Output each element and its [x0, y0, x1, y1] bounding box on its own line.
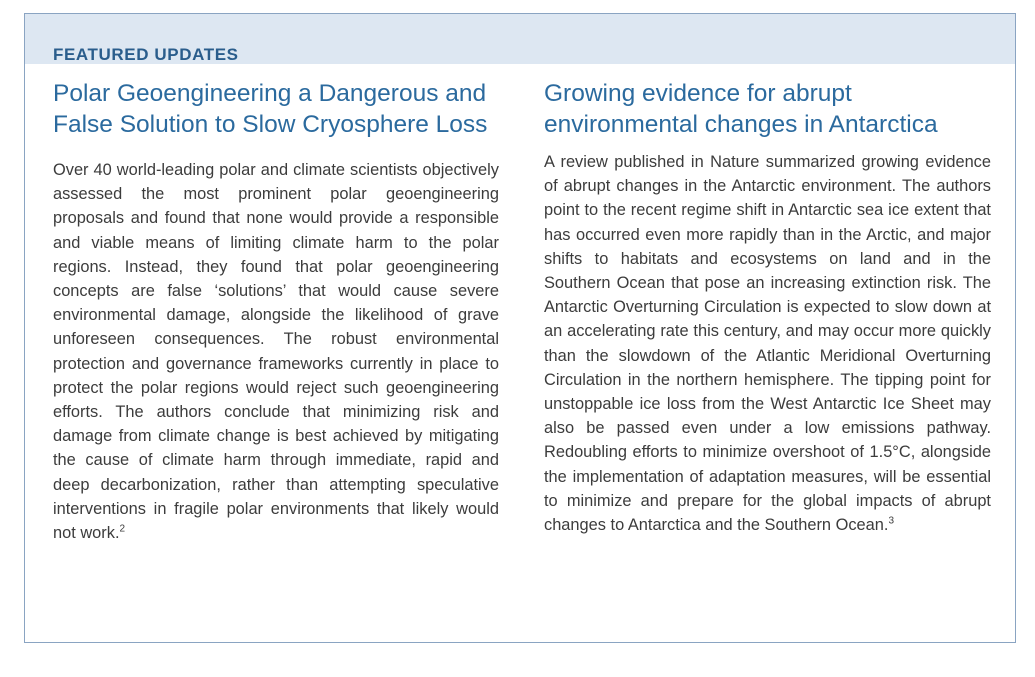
article-right	[544, 78, 991, 537]
section-label: FEATURED UPDATES	[53, 45, 239, 64]
article-body	[544, 150, 991, 537]
footnote-marker[interactable]: 2	[119, 523, 126, 535]
article-body-text: A review published in Nature summarized growing evidence of abrupt changes in the Antarctic environment. The authors point to the recent regime shift in Antarctic sea ice extent that has occurred even more rapidly than in the Arctic, and major shifts to habitats and ecosystems on land and in the Southern Ocean that pose an increasing extinction risk. The Antarctic Overturning Circulation is expected to slow down at an accelerating rate this century, and may occur more quickly than the slowdown of the Atlantic Meridional Overturning Circulation in the northern hemisphere. The tipping point for unstoppable ice loss from the West Antarctic Ice Sheet may also be passed even under a low emissions pathway. Redoubling efforts to minimize overshoot of 1.5°C, alongside the implementation of adaptation measures, will be essential to minimize and prepare for the global impacts of abrupt changes to Antarctica and the Southern Ocean.	[544, 153, 991, 535]
footnote-marker[interactable]: 3	[888, 515, 894, 527]
article-body	[53, 158, 499, 545]
article-body-text: Over 40 world-leading polar and climate scientists objectively assessed the most prominent polar geoengineering proposals and found that none would provide a responsible and viable means of limiting climate harm to the polar regions. Instead, they found that polar geoengineering concepts are false ‘solutions’ that would cause severe environmental damage, alongside the likelihood of grave unforeseen consequences. The robust environmental protection and governance frameworks currently in place to protect the polar regions would reject such geoengineering efforts. The authors conclude that minimizing risk and damage from climate change is best achieved by mitigating the cause of climate harm through immediate, rapid and deep decarbonization, rather than attempting speculative interventions in fragile polar environments that likely would not work.	[53, 161, 499, 543]
article-title: Growing evidence for abrupt environmental changes in Antarctica	[544, 80, 938, 138]
article-left	[53, 78, 499, 545]
article-title: Polar Geoengineering a Dangerous and False Solution to Slow Cryosphere Loss	[53, 80, 488, 138]
featured-updates-panel	[24, 13, 1016, 643]
